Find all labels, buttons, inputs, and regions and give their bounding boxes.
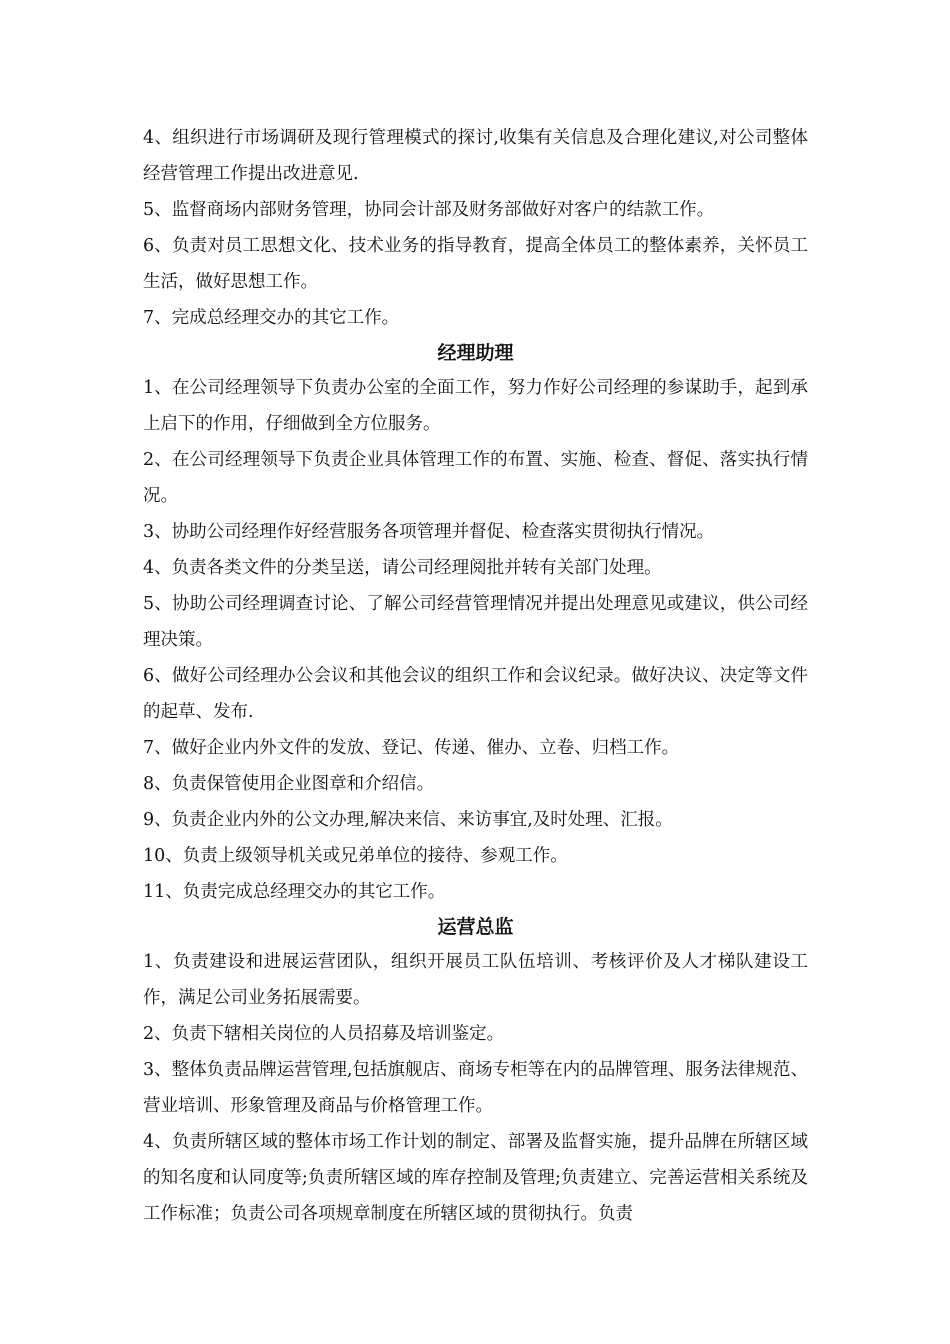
- assistant-item: 11、负责完成总经理交办的其它工作。: [143, 882, 446, 902]
- document-page: [143, 120, 808, 1232]
- assistant-item: 3、协助公司经理作好经营服务各项管理并督促、检查落实贯彻执行情况。: [143, 522, 715, 542]
- operations-item: 1、负责建设和进展运营团队，组织开展员工队伍培训、考核评价及人才梯队建设工作，满足公司业务拓展需要。: [143, 952, 808, 1008]
- operations-item: 3、整体负责品牌运营管理,包括旗舰店、商场专柜等在内的品牌管理、服务法律规范、营业培训、形象管理及商品与价格管理工作。: [143, 1060, 808, 1116]
- intro-item: 4、组织进行市场调研及现行管理模式的探讨,收集有关信息及合理化建议,对公司整体经营管理工作提出改进意见.: [143, 128, 808, 184]
- operations-item: 4、负责所辖区域的整体市场工作计划的制定、部署及监督实施，提升品牌在所辖区域的知名度和认同度等;负责所辖区域的库存控制及管理;负责建立、完善运营相关系统及工作标准；负责公司各项规章制度在所辖区域的贯彻执行。负责: [143, 1132, 808, 1224]
- intro-item: 6、负责对员工思想文化、技术业务的指导教育，提高全体员工的整体素养，关怀员工生活，做好思想工作。: [143, 236, 808, 292]
- section-title-assistant: 经理助理: [437, 342, 514, 364]
- assistant-item: 7、做好企业内外文件的发放、登记、传递、催办、立卷、归档工作。: [143, 738, 680, 758]
- section-title-operations: 运营总监: [437, 916, 514, 938]
- intro-item: 7、完成总经理交办的其它工作。: [143, 308, 400, 328]
- assistant-item: 5、协助公司经理调查讨论、了解公司经营管理情况并提出处理意见或建议，供公司经理决策。: [143, 594, 808, 650]
- assistant-item: 8、负责保管使用企业图章和介绍信。: [143, 774, 435, 794]
- assistant-item: 6、做好公司经理办公会议和其他会议的组织工作和会议纪录。做好决议、决定等文件的起草、发布.: [143, 666, 808, 722]
- assistant-item: 1、在公司经理领导下负责办公室的全面工作，努力作好公司经理的参谋助手，起到承上启下的作用，仔细做到全方位服务。: [143, 378, 808, 434]
- operations-item: 2、负责下辖相关岗位的人员招募及培训鉴定。: [143, 1024, 505, 1044]
- assistant-item: 10、负责上级领导机关或兄弟单位的接待、参观工作。: [143, 846, 568, 866]
- assistant-item: 2、在公司经理领导下负责企业具体管理工作的布置、实施、检查、督促、落实执行情况。: [143, 450, 808, 506]
- assistant-item: 4、负责各类文件的分类呈送，请公司经理阅批并转有关部门处理。: [143, 558, 662, 578]
- assistant-item: 9、负责企业内外的公文办理,解决来信、来访事宜,及时处理、汇报。: [143, 810, 673, 830]
- intro-item: 5、监督商场内部财务管理，协同会计部及财务部做好对客户的结款工作。: [143, 200, 715, 220]
